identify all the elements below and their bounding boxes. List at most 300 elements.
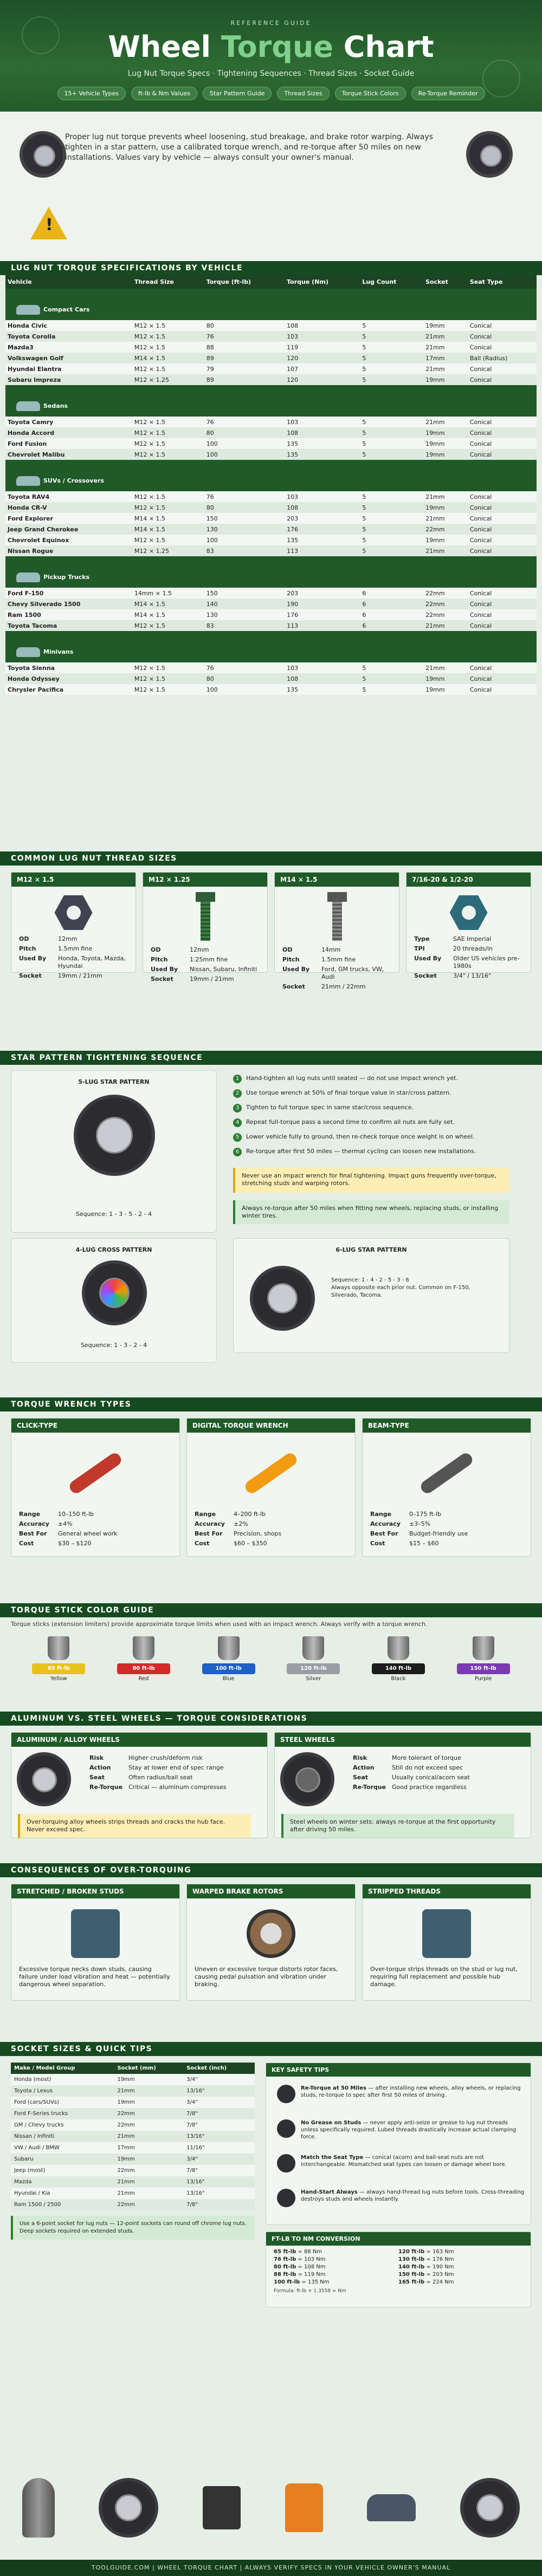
table-cell: 6 <box>360 620 423 631</box>
tip-text: — conical (acorn) and ball-seat nuts are not interchangeable. Mismatched seat types can loosen or damage wheel bore. <box>301 2155 507 2168</box>
kv-key: Best For <box>370 1530 398 1537</box>
car-icon <box>367 2494 416 2521</box>
table-cell: Toyota Tacoma <box>5 620 132 631</box>
tip-text: — after installing new wheels, alloy wheels, or replacing studs, re-torque to spec after first 50 miles of driving. <box>301 2085 521 2098</box>
table-cell: 5 <box>360 513 423 524</box>
kv-key: TPI <box>414 945 425 952</box>
conversion-grid <box>266 2246 531 2288</box>
table-cell: 5 <box>360 374 423 385</box>
subtitle: Lug Nut Torque Specs · Tightening Sequences · Thread Sizes · Socket Guide <box>127 69 415 78</box>
table-cell: 113 <box>285 620 360 631</box>
table-cell: Conical <box>468 609 537 620</box>
kv-key: Used By <box>151 966 178 973</box>
table-cell: Ford (cars/SUVs) <box>11 2097 114 2108</box>
table-cell: 79 <box>204 363 285 374</box>
table-cell: 17mm <box>114 2142 183 2154</box>
table-cell: Ford F-150 <box>5 588 132 599</box>
conversion-row <box>274 2264 398 2270</box>
thread-cards <box>0 866 542 990</box>
card-steel <box>274 1732 531 1838</box>
table-cell: 21mm <box>114 2188 183 2199</box>
table-row <box>5 363 537 374</box>
table-cell: 5 <box>360 438 423 449</box>
info-card <box>274 872 399 990</box>
kv-value: Critical — aluminum compresses <box>128 1784 227 1791</box>
star-section <box>0 1051 542 1365</box>
kv-value: ±3–5% <box>409 1520 431 1527</box>
table-row <box>5 491 537 502</box>
table-cell: Ford Fusion <box>5 438 132 449</box>
section-heading: COMMON LUG NUT THREAD SIZES <box>0 851 542 866</box>
vehicle-icon <box>16 647 40 657</box>
kv-value: 14mm <box>321 946 341 953</box>
table-cell: 5 <box>360 545 423 556</box>
table-cell: 80 <box>204 427 285 438</box>
table-cell: M12 × 1.5 <box>132 438 204 449</box>
table-cell: Subaru Impreza <box>5 374 132 385</box>
category-row <box>5 556 537 588</box>
tire-icon <box>99 2478 158 2538</box>
table-cell: 108 <box>285 320 360 331</box>
column-header: Make / Model Group <box>11 2063 114 2074</box>
kv-key: Socket <box>19 972 42 979</box>
table-cell: 21mm <box>423 363 468 374</box>
table-cell: 14mm × 1.5 <box>132 588 204 599</box>
kv-row <box>195 1520 347 1528</box>
column-header: Socket (inch) <box>183 2063 255 2074</box>
table-cell: 100 <box>204 684 285 695</box>
table-row <box>11 2199 255 2210</box>
table-cell: 5 <box>360 535 423 545</box>
consequence-card <box>11 1884 180 2001</box>
table-cell: M12 × 1.5 <box>132 363 204 374</box>
table-cell: Mazda3 <box>5 342 132 353</box>
kv-row <box>195 1540 347 1547</box>
category-cell <box>5 631 537 662</box>
no-grease-icon <box>277 2119 295 2138</box>
conversion-row <box>274 2256 398 2262</box>
table-row <box>5 353 537 363</box>
kv-value: 19mm / 21mm <box>190 975 234 983</box>
ftlb-value: 150 ft-lb <box>398 2272 425 2278</box>
table-cell: 22mm <box>423 609 468 620</box>
torque-stick <box>117 1636 170 1682</box>
table-cell: 80 <box>204 320 285 331</box>
table-cell: M14 × 1.5 <box>132 353 204 363</box>
table-cell: 108 <box>285 427 360 438</box>
table-cell: 7/8" <box>183 2108 255 2119</box>
table-cell: Conical <box>468 320 537 331</box>
alu-cards <box>0 1726 542 1845</box>
kv-key: Accuracy <box>195 1520 225 1527</box>
kv-row <box>370 1511 523 1518</box>
digital-wrench-icon <box>195 1438 347 1508</box>
kv-key: Cost <box>19 1540 34 1547</box>
table-row <box>5 662 537 673</box>
kv-value: ±4% <box>58 1520 73 1527</box>
panel-title: 6-LUG STAR PATTERN <box>335 1246 407 1253</box>
table-cell: 21mm <box>423 342 468 353</box>
kv-row <box>151 975 260 983</box>
table-row <box>11 2165 255 2176</box>
step-number: 5 <box>233 1133 242 1142</box>
nm-value: = 203 Nm <box>426 2272 454 2278</box>
kv-row <box>414 935 523 943</box>
table-cell: M14 × 1.5 <box>132 599 204 609</box>
table-cell: 19mm <box>114 2097 183 2108</box>
table-cell: Toyota Camry <box>5 417 132 427</box>
socket-icon <box>218 1636 240 1660</box>
table-row <box>11 2188 255 2199</box>
feature-pill: Re-Torque Reminder <box>411 87 485 100</box>
table-cell: Honda (most) <box>11 2074 114 2085</box>
table-cell: 135 <box>285 449 360 460</box>
table-cell: 80 <box>204 673 285 684</box>
table-cell: Ford F-Series trucks <box>11 2108 114 2119</box>
table-cell: 13/16" <box>183 2188 255 2199</box>
steel-rows <box>353 1754 523 1791</box>
steel-note: Steel wheels on winter sets: always re-torque at the first opportunity after driving 50 miles. <box>281 1814 514 1838</box>
stick-color: Silver <box>306 1676 321 1682</box>
ftlb-value: 100 ft-lb <box>274 2279 300 2285</box>
table-cell: Conical <box>468 684 537 695</box>
section-heading: STAR PATTERN TIGHTENING SEQUENCE <box>0 1051 542 1065</box>
kv-value: Usually conical/acorn seat <box>392 1774 470 1781</box>
table-cell: Conical <box>468 417 537 427</box>
table-cell: 100 <box>204 438 285 449</box>
column-header: Thread Size <box>132 275 204 289</box>
table-cell: Ball (Radius) <box>468 353 537 363</box>
wrench-screwdriver-icon <box>19 1438 172 1508</box>
table-cell: Conical <box>468 427 537 438</box>
card-title: 7/16-20 & 1/2-20 <box>406 873 531 887</box>
kv-row <box>151 946 260 954</box>
nm-value: = 103 Nm <box>298 2256 326 2262</box>
conversion-row <box>274 2272 398 2278</box>
conversion-row <box>398 2264 523 2270</box>
table-cell: Jeep (most) <box>11 2165 114 2176</box>
step-item <box>233 1148 493 1156</box>
conversion-row <box>274 2279 398 2285</box>
table-cell: 19mm <box>423 684 468 695</box>
kv-value: 1.25mm fine <box>190 956 228 963</box>
kv-row <box>19 935 128 943</box>
title-accent: Torque <box>221 30 333 64</box>
table-row <box>5 417 537 427</box>
title-word: Chart <box>343 30 434 64</box>
table-cell: Honda Odyssey <box>5 673 132 684</box>
table-cell: Subaru <box>11 2154 114 2165</box>
kv-row <box>414 955 523 970</box>
section-heading: TORQUE STICK COLOR GUIDE <box>0 1603 542 1617</box>
hero-header <box>0 0 542 112</box>
socket-icon <box>473 1636 494 1660</box>
table-cell: 5 <box>360 417 423 427</box>
table-row <box>5 502 537 513</box>
table-cell: 5 <box>360 684 423 695</box>
page-title <box>0 30 542 64</box>
step-text: Tighten to full torque spec in same star/cross sequence. <box>246 1104 414 1111</box>
kv-row <box>353 1754 523 1762</box>
table-cell: M12 × 1.5 <box>132 417 204 427</box>
table-cell: 130 <box>204 609 285 620</box>
table-cell: Conical <box>468 331 537 342</box>
table-cell: 150 <box>204 513 285 524</box>
table-cell: 76 <box>204 417 285 427</box>
table-row <box>11 2154 255 2165</box>
table-row <box>11 2097 255 2108</box>
table-cell: 13/16" <box>183 2131 255 2142</box>
table-row <box>5 342 537 353</box>
table-cell: 120 <box>285 353 360 363</box>
table-row <box>5 524 537 535</box>
step-text: Lower vehicle fully to ground, then re-check torque once weight is on wheel. <box>246 1133 475 1140</box>
kv-key: Risk <box>89 1754 104 1761</box>
kv-value: 4–200 ft-lb <box>234 1511 266 1518</box>
table-cell: 203 <box>285 513 360 524</box>
card-title: ALUMINUM / ALLOY WHEELS <box>11 1733 267 1747</box>
category-label: Sedans <box>43 402 68 409</box>
six-lug-info <box>331 1277 494 1299</box>
kv-key: OD <box>19 935 29 942</box>
table-cell: Conical <box>468 662 537 673</box>
table-cell: 120 <box>285 374 360 385</box>
kv-value: Budget-friendly use <box>409 1530 468 1537</box>
conversion-row <box>398 2249 523 2255</box>
feature-pill: 15+ Vehicle Types <box>57 87 126 100</box>
wheel-icon <box>460 2478 520 2538</box>
column-header: Vehicle <box>5 275 132 289</box>
tip-item <box>277 2119 526 2141</box>
kv-row <box>282 956 391 964</box>
tip-title: Re-Torque at 50 Miles <box>301 2085 366 2091</box>
table-cell: 5 <box>360 524 423 535</box>
table-cell: 135 <box>285 438 360 449</box>
kv-value: Stay at lower end of spec range <box>128 1764 224 1771</box>
section-heading: SOCKET SIZES & QUICK TIPS <box>0 2042 542 2056</box>
table-cell: 5 <box>360 673 423 684</box>
table-row <box>5 331 537 342</box>
kv-row <box>19 945 128 953</box>
table-cell: Hyundai Elantra <box>5 363 132 374</box>
table-cell: 100 <box>204 449 285 460</box>
stripped-nut-icon <box>422 1909 471 1958</box>
column-header: Lug Count <box>360 275 423 289</box>
table-cell: 150 <box>204 588 285 599</box>
table-cell: M12 × 1.5 <box>132 535 204 545</box>
table-cell: 135 <box>285 535 360 545</box>
table-cell: M14 × 1.5 <box>132 513 204 524</box>
table-cell: M12 × 1.25 <box>132 545 204 556</box>
table-cell: 5 <box>360 320 423 331</box>
stick-value: 140 ft-lb <box>372 1663 425 1674</box>
torque-stick <box>287 1636 340 1682</box>
nm-value: = 224 Nm <box>426 2279 454 2285</box>
table-row <box>5 545 537 556</box>
column-header: Torque (ft-lb) <box>204 275 285 289</box>
brake-rotor-icon <box>247 1909 295 1958</box>
table-cell: Conical <box>468 491 537 502</box>
kv-key: Pitch <box>282 956 300 963</box>
table-cell: 108 <box>285 502 360 513</box>
table-cell: 5 <box>360 342 423 353</box>
table-cell: 5 <box>360 491 423 502</box>
hand-start-icon <box>277 2189 295 2207</box>
category-row <box>5 289 537 320</box>
table-cell: 22mm <box>423 588 468 599</box>
ftlb-value: 80 ft-lb <box>274 2264 296 2270</box>
kv-key: Pitch <box>19 945 36 952</box>
table-row <box>5 535 537 545</box>
stick-value: 100 ft-lb <box>202 1663 255 1674</box>
kv-row <box>282 946 391 954</box>
kv-value: Often radius/ball seat <box>128 1774 193 1781</box>
step-number: 6 <box>233 1148 242 1156</box>
table-cell: 3/4" <box>183 2097 255 2108</box>
table-cell: M12 × 1.5 <box>132 662 204 673</box>
table-cell: Ford Explorer <box>5 513 132 524</box>
socket-note: Use a 6-point socket for lug nuts — 12-point sockets can round off chrome lug nuts. Deep sockets required on extended studs. <box>11 2216 255 2240</box>
table-cell: 22mm <box>114 2199 183 2210</box>
kv-value: General wheel work <box>58 1530 118 1537</box>
step-text: Hand-tighten all lug nuts until seated — do not use impact wrench yet. <box>246 1075 458 1082</box>
table-cell: 13/16" <box>183 2085 255 2097</box>
kv-key: Socket <box>282 983 305 990</box>
table-cell: Nissan / Infiniti <box>11 2131 114 2142</box>
table-cell: 113 <box>285 545 360 556</box>
socket-set-icon <box>203 2486 241 2529</box>
table-cell: Ram 1500 <box>5 609 132 620</box>
table-cell: Mazda <box>11 2176 114 2188</box>
table-cell: M12 × 1.5 <box>132 449 204 460</box>
table-cell: 21mm <box>114 2176 183 2188</box>
kv-value: Older US vehicles pre-1980s <box>453 955 520 970</box>
table-cell: 176 <box>285 609 360 620</box>
table-cell: Nissan Rogue <box>5 545 132 556</box>
alu-rows <box>89 1754 260 1791</box>
kv-value: 12mm <box>190 946 209 953</box>
kv-value: 12mm <box>58 935 78 942</box>
kv-key: Pitch <box>151 956 168 963</box>
table-cell: 22mm <box>114 2119 183 2131</box>
consequence-card <box>186 1884 356 2001</box>
table-cell: 19mm <box>423 427 468 438</box>
torque-stick <box>457 1636 510 1682</box>
table-cell: 83 <box>204 620 285 631</box>
table-cell: 5 <box>360 502 423 513</box>
nm-value: = 108 Nm <box>298 2264 326 2270</box>
kv-row <box>19 972 128 980</box>
kv-key: Accuracy <box>19 1520 49 1527</box>
torque-stick <box>372 1636 425 1682</box>
wheel-icon <box>466 131 513 178</box>
table-cell: 76 <box>204 662 285 673</box>
table-cell: 22mm <box>114 2108 183 2119</box>
kv-value: Nissan, Subaru, Infiniti <box>190 966 257 973</box>
table-row <box>5 513 537 524</box>
step-number: 1 <box>233 1075 242 1083</box>
kv-value: 19mm / 21mm <box>58 972 102 979</box>
table-row <box>5 620 537 631</box>
kv-key: Range <box>19 1511 41 1518</box>
tip-item <box>277 2085 526 2099</box>
step-item <box>233 1104 493 1113</box>
alloy-wheel-icon <box>17 1752 71 1806</box>
spec-table <box>5 275 537 695</box>
kv-row <box>370 1540 523 1547</box>
kv-row <box>353 1784 523 1791</box>
table-cell: Toyota Corolla <box>5 331 132 342</box>
six-lug-note: Always opposite each prior nut. Common on F-150, Silverado, Tacoma. <box>331 1285 470 1298</box>
table-row <box>11 2074 255 2085</box>
table-cell: Conical <box>468 374 537 385</box>
table-cell: VW / Audi / BMW <box>11 2142 114 2154</box>
stick-color: Blue <box>222 1676 235 1682</box>
lug-nut-icon <box>450 895 488 930</box>
table-cell: Conical <box>468 545 537 556</box>
table-cell: 19mm <box>423 438 468 449</box>
table-cell: 21mm <box>423 545 468 556</box>
lug-nut-icon <box>55 895 93 930</box>
card-text: Uneven or excessive torque distorts rotor faces, causing pedal pulsation and vibration under braking. <box>195 1966 338 1988</box>
kv-key: Cost <box>195 1540 210 1547</box>
table-cell: 3/4" <box>183 2074 255 2085</box>
feature-pill: Thread Sizes <box>277 87 329 100</box>
table-cell: 22mm <box>423 599 468 609</box>
kv-key: Best For <box>195 1530 223 1537</box>
table-cell: 5 <box>360 363 423 374</box>
intro-text: Proper lug nut torque prevents wheel loosening, stud breakage, and brake rotor warping. Always tighten in a star pattern, use a calibrated torque wrench, and re-torque after 50 miles on new installations. Values vary by vehicle — always consult your owner's manual. <box>65 133 433 162</box>
stick-value: 120 ft-lb <box>287 1663 340 1674</box>
category-label: Compact Cars <box>43 306 90 313</box>
category-cell <box>5 385 537 417</box>
kv-key: Type <box>414 935 430 942</box>
nm-value: = 163 Nm <box>426 2249 454 2255</box>
table-cell: 21mm <box>423 620 468 631</box>
table-cell: 19mm <box>423 374 468 385</box>
table-row <box>5 449 537 460</box>
kv-value: 1.5mm fine <box>58 945 93 952</box>
kv-key: Socket <box>151 975 173 983</box>
table-cell: Conical <box>468 438 537 449</box>
stick-color: Yellow <box>50 1676 67 1682</box>
table-cell: Toyota Sienna <box>5 662 132 673</box>
table-cell: 89 <box>204 353 285 363</box>
sticks-intro: Torque sticks (extension limiters) provide approximate torque limits when used with an impact wrench. Always verify with a torque wrench. <box>11 1621 428 1628</box>
column-header: Socket <box>423 275 468 289</box>
table-cell: Toyota / Lexus <box>11 2085 114 2097</box>
alu-note: Over-torquing alloy wheels strips threads and cracks the hub face. Never exceed spec. <box>18 1814 251 1838</box>
kv-key: Risk <box>353 1754 367 1761</box>
speed-sign-icon <box>277 2085 295 2103</box>
step-number: 4 <box>233 1118 242 1127</box>
step-text: Use torque wrench at 50% of final torque value in star/cross pattern. <box>246 1089 451 1096</box>
step-item <box>233 1089 493 1098</box>
table-cell: 19mm <box>423 673 468 684</box>
kv-row <box>370 1530 523 1538</box>
table-cell: 21mm <box>423 491 468 502</box>
table-cell: Jeep Grand Cherokee <box>5 524 132 535</box>
table-cell: 19mm <box>114 2074 183 2085</box>
tip-title: Hand-Start Always <box>301 2189 358 2195</box>
table-row <box>11 2108 255 2119</box>
table-cell: 76 <box>204 491 285 502</box>
kv-row <box>414 972 523 980</box>
wheel-6-lug-icon <box>250 1266 315 1331</box>
kv-row <box>89 1754 260 1762</box>
kv-row <box>151 966 260 973</box>
table-cell: 5 <box>360 427 423 438</box>
